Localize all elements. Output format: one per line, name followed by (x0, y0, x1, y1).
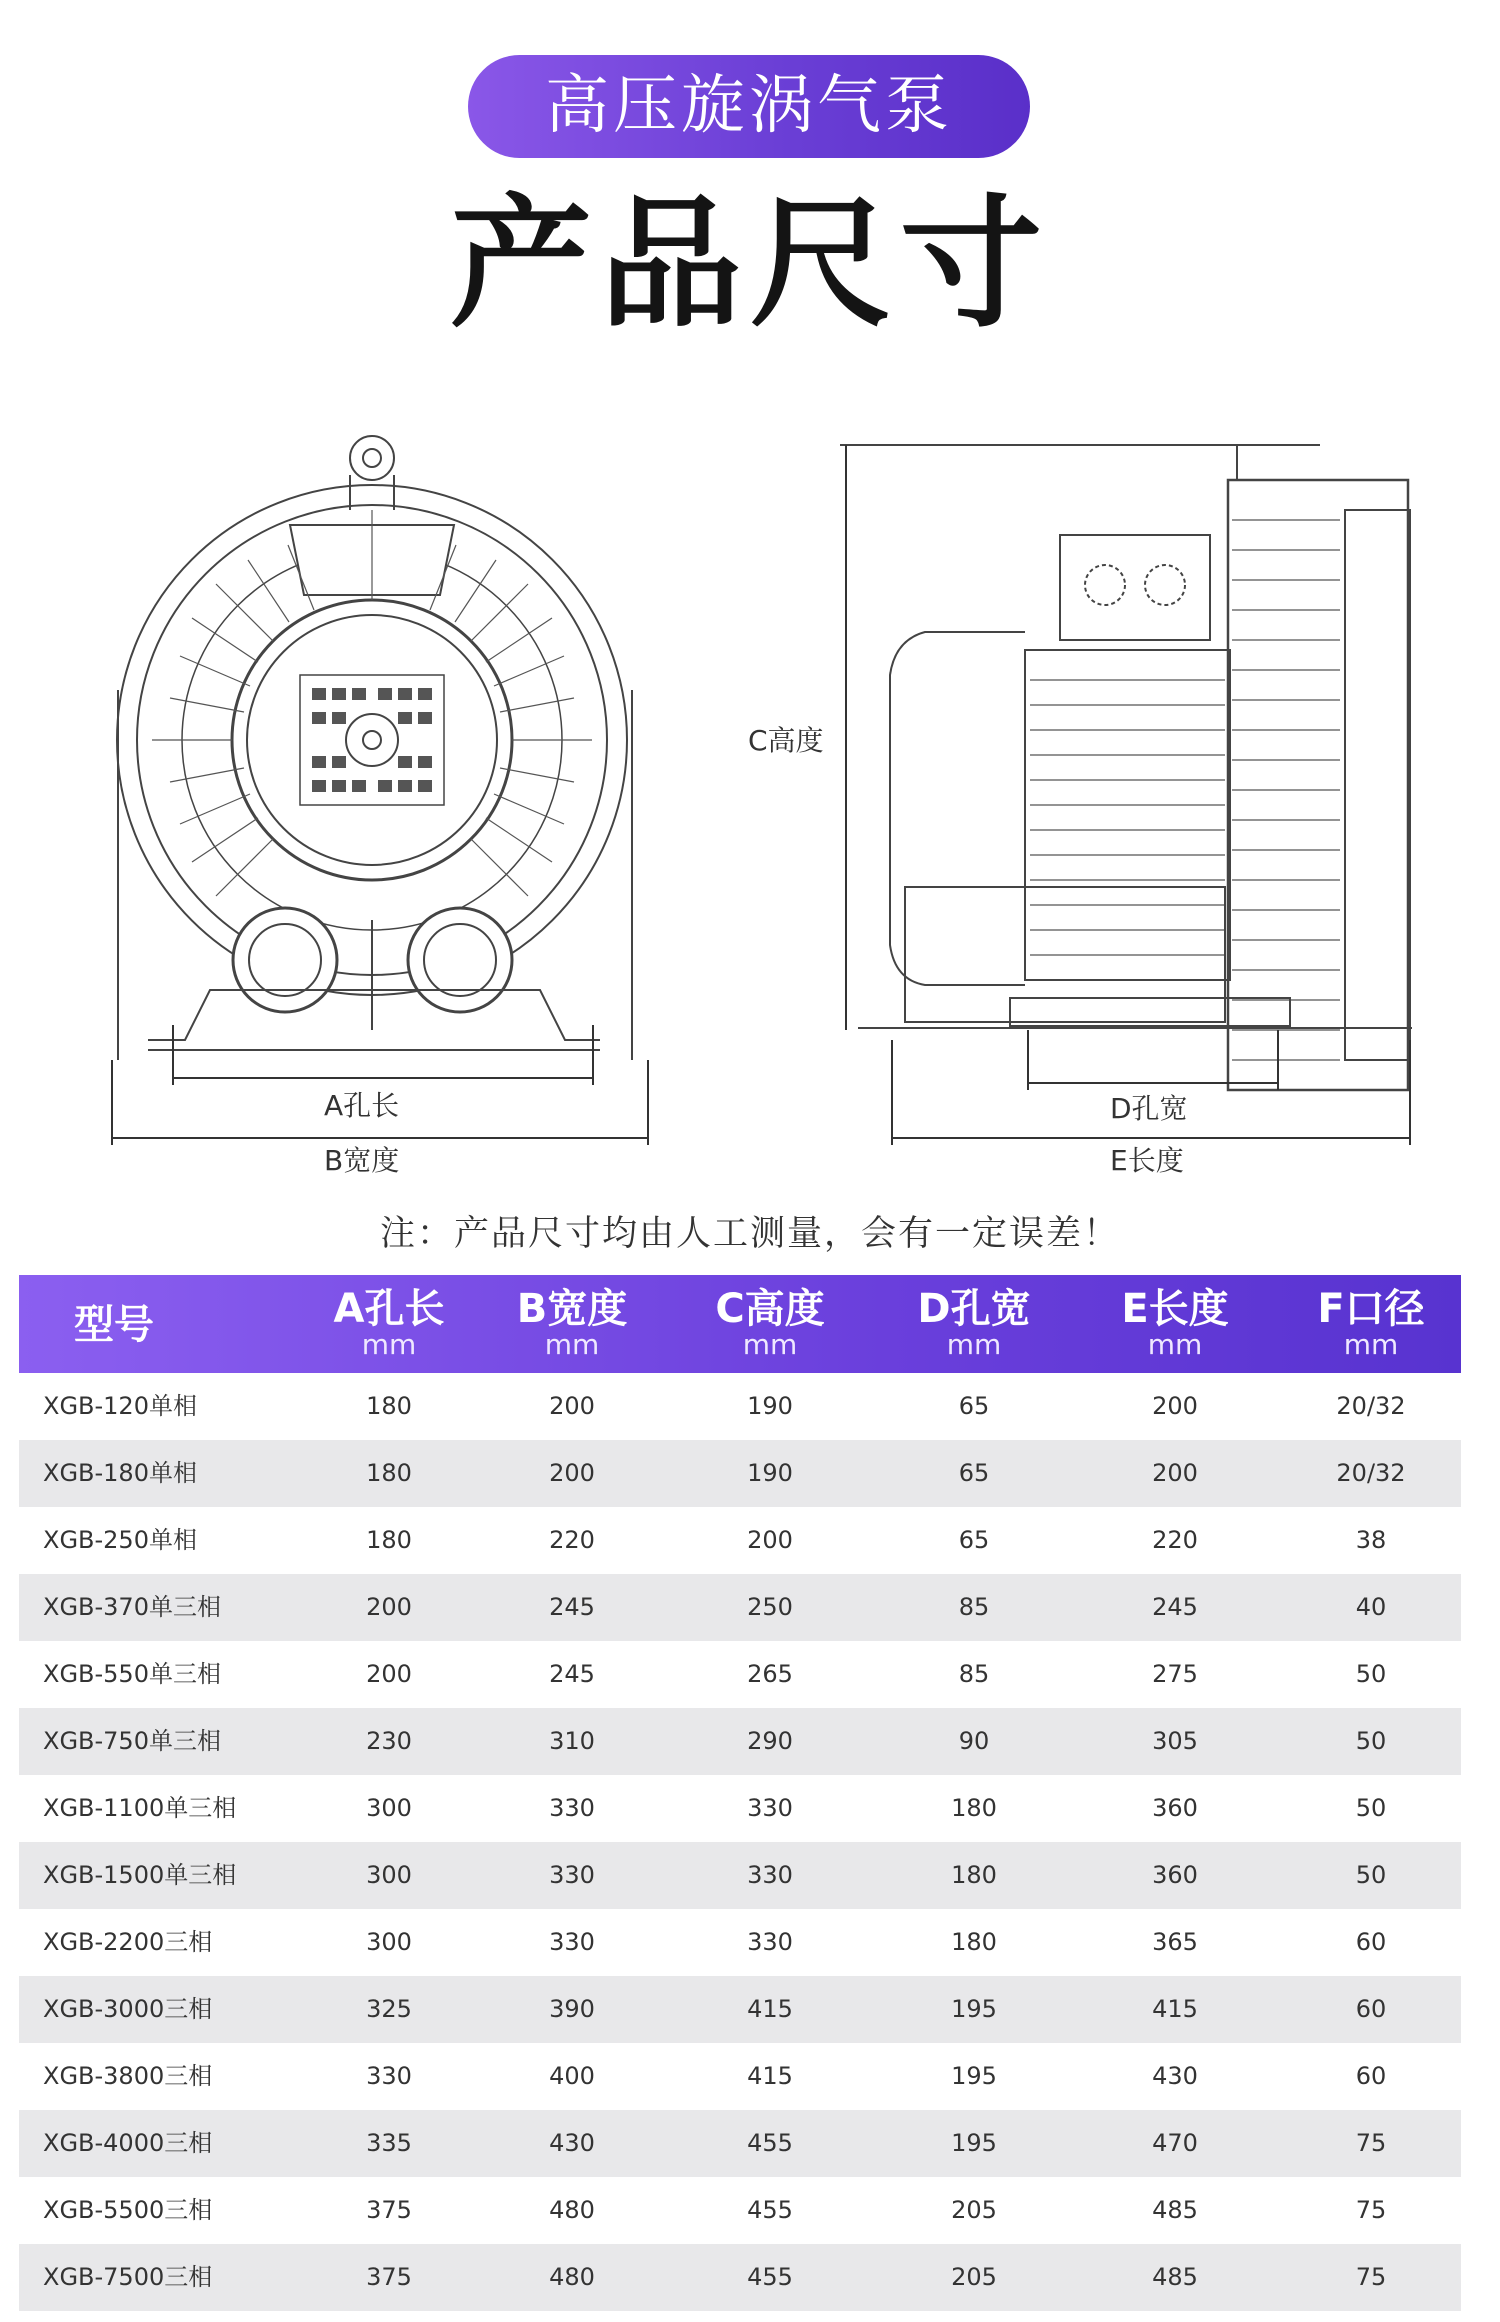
cell-e-length: 305 (1152, 1727, 1198, 1755)
table-row (19, 2043, 1461, 2110)
spec-table-body (19, 1373, 1461, 2311)
cell-e-length: 365 (1152, 1928, 1198, 1956)
cell-e-length: 430 (1152, 2062, 1198, 2090)
cell-model: XGB-250单相 (43, 1526, 197, 1554)
table-row (19, 1641, 1461, 1708)
cell-a-hole-length: 300 (366, 1794, 412, 1822)
header-cell-model (19, 1275, 209, 1373)
header-label: 型号 (74, 1302, 154, 1348)
table-row (19, 1440, 1461, 1507)
cell-f-port-diameter: 60 (1355, 1995, 1387, 2023)
dimension-label-b: B宽度 (324, 1144, 400, 1177)
cell-model: XGB-7500三相 (43, 2263, 213, 2291)
dimension-label-c: C高度 (748, 724, 824, 757)
cell-a-hole-length: 180 (366, 1459, 412, 1487)
header-unit: mm (544, 1328, 600, 1361)
cell-b-width: 480 (549, 2263, 595, 2291)
side-view-drawing (840, 445, 1412, 1090)
header-label: A孔长 (333, 1286, 445, 1332)
cell-c-height: 415 (747, 2062, 793, 2090)
cell-d-hole-width: 90 (958, 1727, 990, 1755)
cell-d-hole-width: 65 (958, 1526, 990, 1554)
table-row (19, 1842, 1461, 1909)
table-row (19, 2177, 1461, 2244)
front-view-drawing (117, 436, 632, 1060)
cell-b-width: 400 (549, 2062, 595, 2090)
header-label: C高度 (715, 1286, 825, 1332)
cell-model: XGB-2200三相 (43, 1928, 213, 1956)
cell-b-width: 390 (549, 1995, 595, 2023)
dimension-label-a: A孔长 (324, 1089, 400, 1122)
cell-d-hole-width: 205 (951, 2263, 997, 2291)
cell-e-length: 220 (1152, 1526, 1198, 1554)
header-cell-e (1065, 1275, 1285, 1373)
cell-model: XGB-1100单三相 (43, 1794, 237, 1822)
cell-c-height: 265 (747, 1660, 793, 1688)
dimension-drawings (0, 400, 1500, 1200)
cell-b-width: 430 (549, 2129, 595, 2157)
cell-f-port-diameter: 60 (1355, 1928, 1387, 1956)
cell-a-hole-length: 180 (366, 1526, 412, 1554)
cell-a-hole-length: 300 (366, 1861, 412, 1889)
header-label: D孔宽 (917, 1286, 1031, 1332)
spec-table (19, 1275, 1461, 2311)
cell-a-hole-length: 335 (366, 2129, 412, 2157)
header-unit: mm (1147, 1328, 1203, 1361)
cell-f-port-diameter: 20/32 (1336, 1459, 1406, 1487)
cell-b-width: 200 (549, 1392, 595, 1420)
cell-c-height: 290 (747, 1727, 793, 1755)
cell-f-port-diameter: 38 (1355, 1526, 1387, 1554)
table-row (19, 1909, 1461, 1976)
cell-c-height: 455 (747, 2263, 793, 2291)
cell-model: XGB-370单三相 (43, 1593, 221, 1621)
cell-f-port-diameter: 75 (1355, 2129, 1387, 2157)
cell-b-width: 330 (549, 1794, 595, 1822)
product-badge: 高压旋涡气泵 (468, 55, 1030, 158)
cell-b-width: 245 (549, 1593, 595, 1621)
header-unit: mm (742, 1328, 798, 1361)
cell-c-height: 330 (747, 1794, 793, 1822)
cell-f-port-diameter: 50 (1355, 1861, 1387, 1889)
cell-model: XGB-5500三相 (43, 2196, 213, 2224)
cell-e-length: 275 (1152, 1660, 1198, 1688)
cell-f-port-diameter: 20/32 (1336, 1392, 1406, 1420)
cell-f-port-diameter: 50 (1355, 1794, 1387, 1822)
header-unit: mm (1343, 1328, 1399, 1361)
cell-f-port-diameter: 40 (1355, 1593, 1387, 1621)
cell-f-port-diameter: 50 (1355, 1660, 1387, 1688)
table-row (19, 1775, 1461, 1842)
cell-c-height: 415 (747, 1995, 793, 2023)
cell-d-hole-width: 195 (951, 1995, 997, 2023)
cell-e-length: 485 (1152, 2263, 1198, 2291)
cell-c-height: 455 (747, 2196, 793, 2224)
header-unit: mm (946, 1328, 1002, 1361)
cell-f-port-diameter: 75 (1355, 2263, 1387, 2291)
cell-e-length: 485 (1152, 2196, 1198, 2224)
table-row (19, 1507, 1461, 1574)
cell-e-length: 360 (1152, 1794, 1198, 1822)
cell-a-hole-length: 375 (366, 2196, 412, 2224)
cell-c-height: 200 (747, 1526, 793, 1554)
cell-model: XGB-180单相 (43, 1459, 197, 1487)
cell-a-hole-length: 325 (366, 1995, 412, 2023)
cell-c-height: 330 (747, 1861, 793, 1889)
cell-b-width: 245 (549, 1660, 595, 1688)
cell-b-width: 330 (549, 1861, 595, 1889)
table-row (19, 1976, 1461, 2043)
cell-model: XGB-3800三相 (43, 2062, 213, 2090)
table-row (19, 2244, 1461, 2311)
cell-d-hole-width: 205 (951, 2196, 997, 2224)
cell-d-hole-width: 180 (951, 1928, 997, 1956)
cell-c-height: 250 (747, 1593, 793, 1621)
cell-d-hole-width: 195 (951, 2062, 997, 2090)
header-cell-f (1281, 1275, 1461, 1373)
cell-f-port-diameter: 75 (1355, 2196, 1387, 2224)
cell-a-hole-length: 230 (366, 1727, 412, 1755)
page-title: 产品尺寸 (450, 182, 1050, 347)
cell-model: XGB-550单三相 (43, 1660, 221, 1688)
measurement-note: 注：产品尺寸均由人工测量，会有一定误差！ (379, 1214, 1120, 1254)
cell-e-length: 200 (1152, 1459, 1198, 1487)
table-row (19, 1574, 1461, 1641)
cell-a-hole-length: 375 (366, 2263, 412, 2291)
cell-e-length: 200 (1152, 1392, 1198, 1420)
header-label: F口径 (1317, 1286, 1425, 1332)
cell-c-height: 330 (747, 1928, 793, 1956)
cell-e-length: 245 (1152, 1593, 1198, 1621)
cell-d-hole-width: 180 (951, 1861, 997, 1889)
cell-c-height: 455 (747, 2129, 793, 2157)
cell-a-hole-length: 300 (366, 1928, 412, 1956)
header-unit: mm (361, 1328, 417, 1361)
cell-d-hole-width: 195 (951, 2129, 997, 2157)
cell-e-length: 415 (1152, 1995, 1198, 2023)
cell-e-length: 470 (1152, 2129, 1198, 2157)
cell-e-length: 360 (1152, 1861, 1198, 1889)
front-view-dimensions (112, 1025, 648, 1145)
cell-model: XGB-1500单三相 (43, 1861, 237, 1889)
cell-d-hole-width: 85 (958, 1660, 990, 1688)
cell-c-height: 190 (747, 1459, 793, 1487)
cell-model: XGB-3000三相 (43, 1995, 213, 2023)
cell-f-port-diameter: 50 (1355, 1727, 1387, 1755)
dimension-label-e: E长度 (1110, 1144, 1184, 1177)
header-cell-d (864, 1275, 1084, 1373)
cell-c-height: 190 (747, 1392, 793, 1420)
cell-d-hole-width: 180 (951, 1794, 997, 1822)
cell-a-hole-length: 200 (366, 1660, 412, 1688)
cell-a-hole-length: 330 (366, 2062, 412, 2090)
cell-d-hole-width: 65 (958, 1459, 990, 1487)
cell-a-hole-length: 200 (366, 1593, 412, 1621)
cell-a-hole-length: 180 (366, 1392, 412, 1420)
cell-model: XGB-120单相 (43, 1392, 197, 1420)
cell-b-width: 220 (549, 1526, 595, 1554)
cell-b-width: 330 (549, 1928, 595, 1956)
table-row (19, 1373, 1461, 1440)
header-cell-c (660, 1275, 880, 1373)
header-cell-b (462, 1275, 682, 1373)
cell-d-hole-width: 85 (958, 1593, 990, 1621)
cell-f-port-diameter: 60 (1355, 2062, 1387, 2090)
header-label: E长度 (1121, 1286, 1229, 1332)
cell-b-width: 480 (549, 2196, 595, 2224)
cell-b-width: 310 (549, 1727, 595, 1755)
spec-table-header (19, 1275, 1461, 1373)
cell-model: XGB-750单三相 (43, 1727, 221, 1755)
dimension-label-d: D孔宽 (1110, 1092, 1188, 1125)
table-row (19, 2110, 1461, 2177)
cell-d-hole-width: 65 (958, 1392, 990, 1420)
header-label: B宽度 (516, 1286, 628, 1332)
table-row (19, 1708, 1461, 1775)
cell-b-width: 200 (549, 1459, 595, 1487)
cell-model: XGB-4000三相 (43, 2129, 213, 2157)
